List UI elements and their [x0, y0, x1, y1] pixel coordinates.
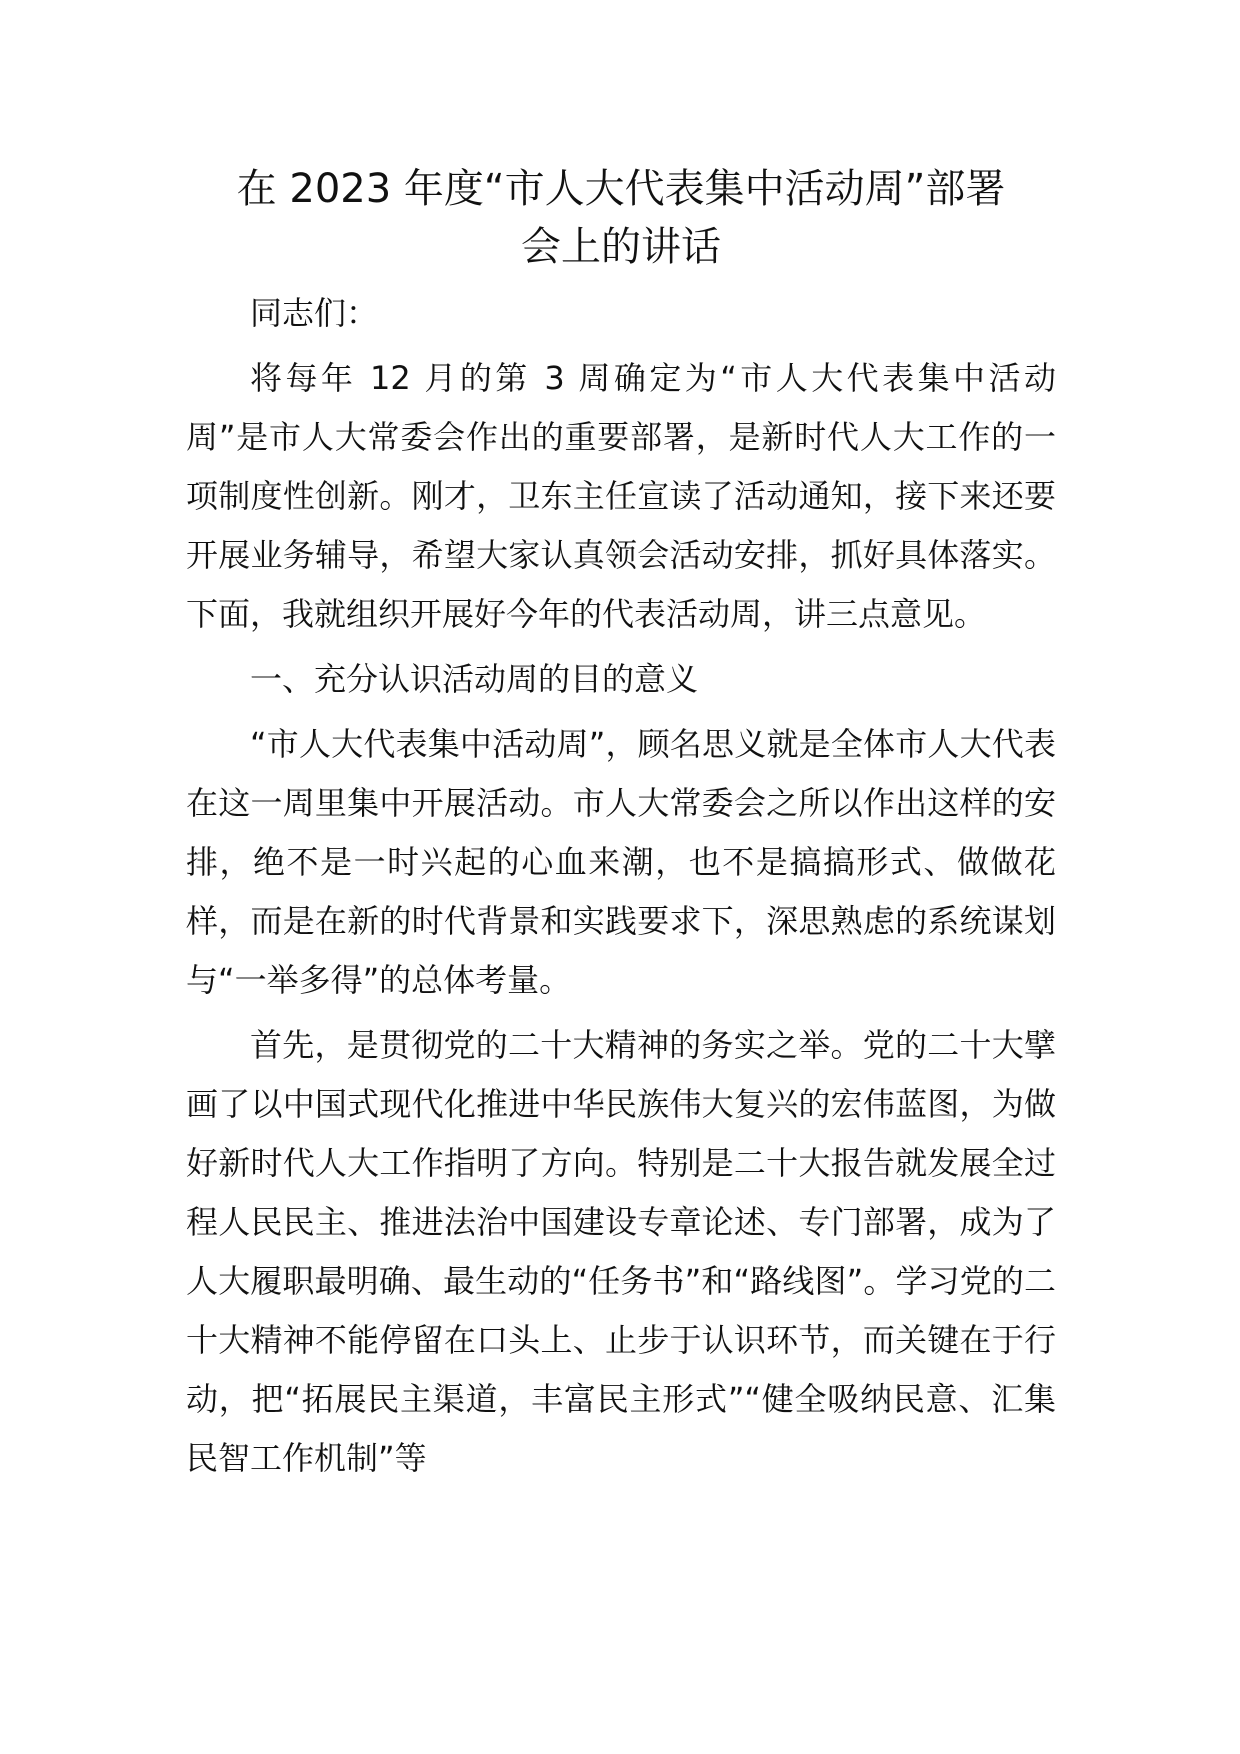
paragraph-intro: 将每年 12 月的第 3 周确定为“市人大代表集中活动周”是市人大常委会作出的重要部署，是新时代人大工作的一项制度性创新。刚才，卫东主任宣读了活动通知，接下来还要开展业务辅导，希望大家认真领会活动安排，抓好具体落实。下面，我就组织开展好今年的代表活动周，讲三点意见。: [186, 359, 1056, 633]
paragraph-meaning: “市人大代表集中活动周”，顾名思义就是全体市人大代表在这一周里集中开展活动。市人大常委会之所以作出这样的安排，绝不是一时兴起的心血来潮，也不是搞搞形式、做做花样，而是在新的时代背景和实践要求下，深思熟虑的系统谋划与“一举多得”的总体考量。: [186, 725, 1056, 999]
title-line-2: 会上的讲话: [521, 224, 721, 270]
document-page: [186, 160, 1056, 1488]
section-heading-1: 一、充分认识活动周的目的意义: [250, 660, 699, 698]
title-line-1: 在 2023 年度“市人大代表集中活动周”部署: [236, 166, 1006, 212]
paragraph-first-point: 首先，是贯彻党的二十大精神的务实之举。党的二十大擘画了以中国式现代化推进中华民族伟大复兴的宏伟蓝图，为做好新时代人大工作指明了方向。特别是二十大报告就发展全过程人民民主、推进法治中国建设专章论述、专门部署，成为了人大履职最明确、最生动的“任务书”和“路线图”。学习党的二十大精神不能停留在口头上、止步于认识环节，而关键在于行动，把“拓展民主渠道，丰富民主形式”“健全吸纳民意、汇集民智工作机制”等: [186, 1026, 1056, 1477]
salutation: 同志们：: [250, 294, 379, 332]
document-title: [186, 160, 1056, 276]
